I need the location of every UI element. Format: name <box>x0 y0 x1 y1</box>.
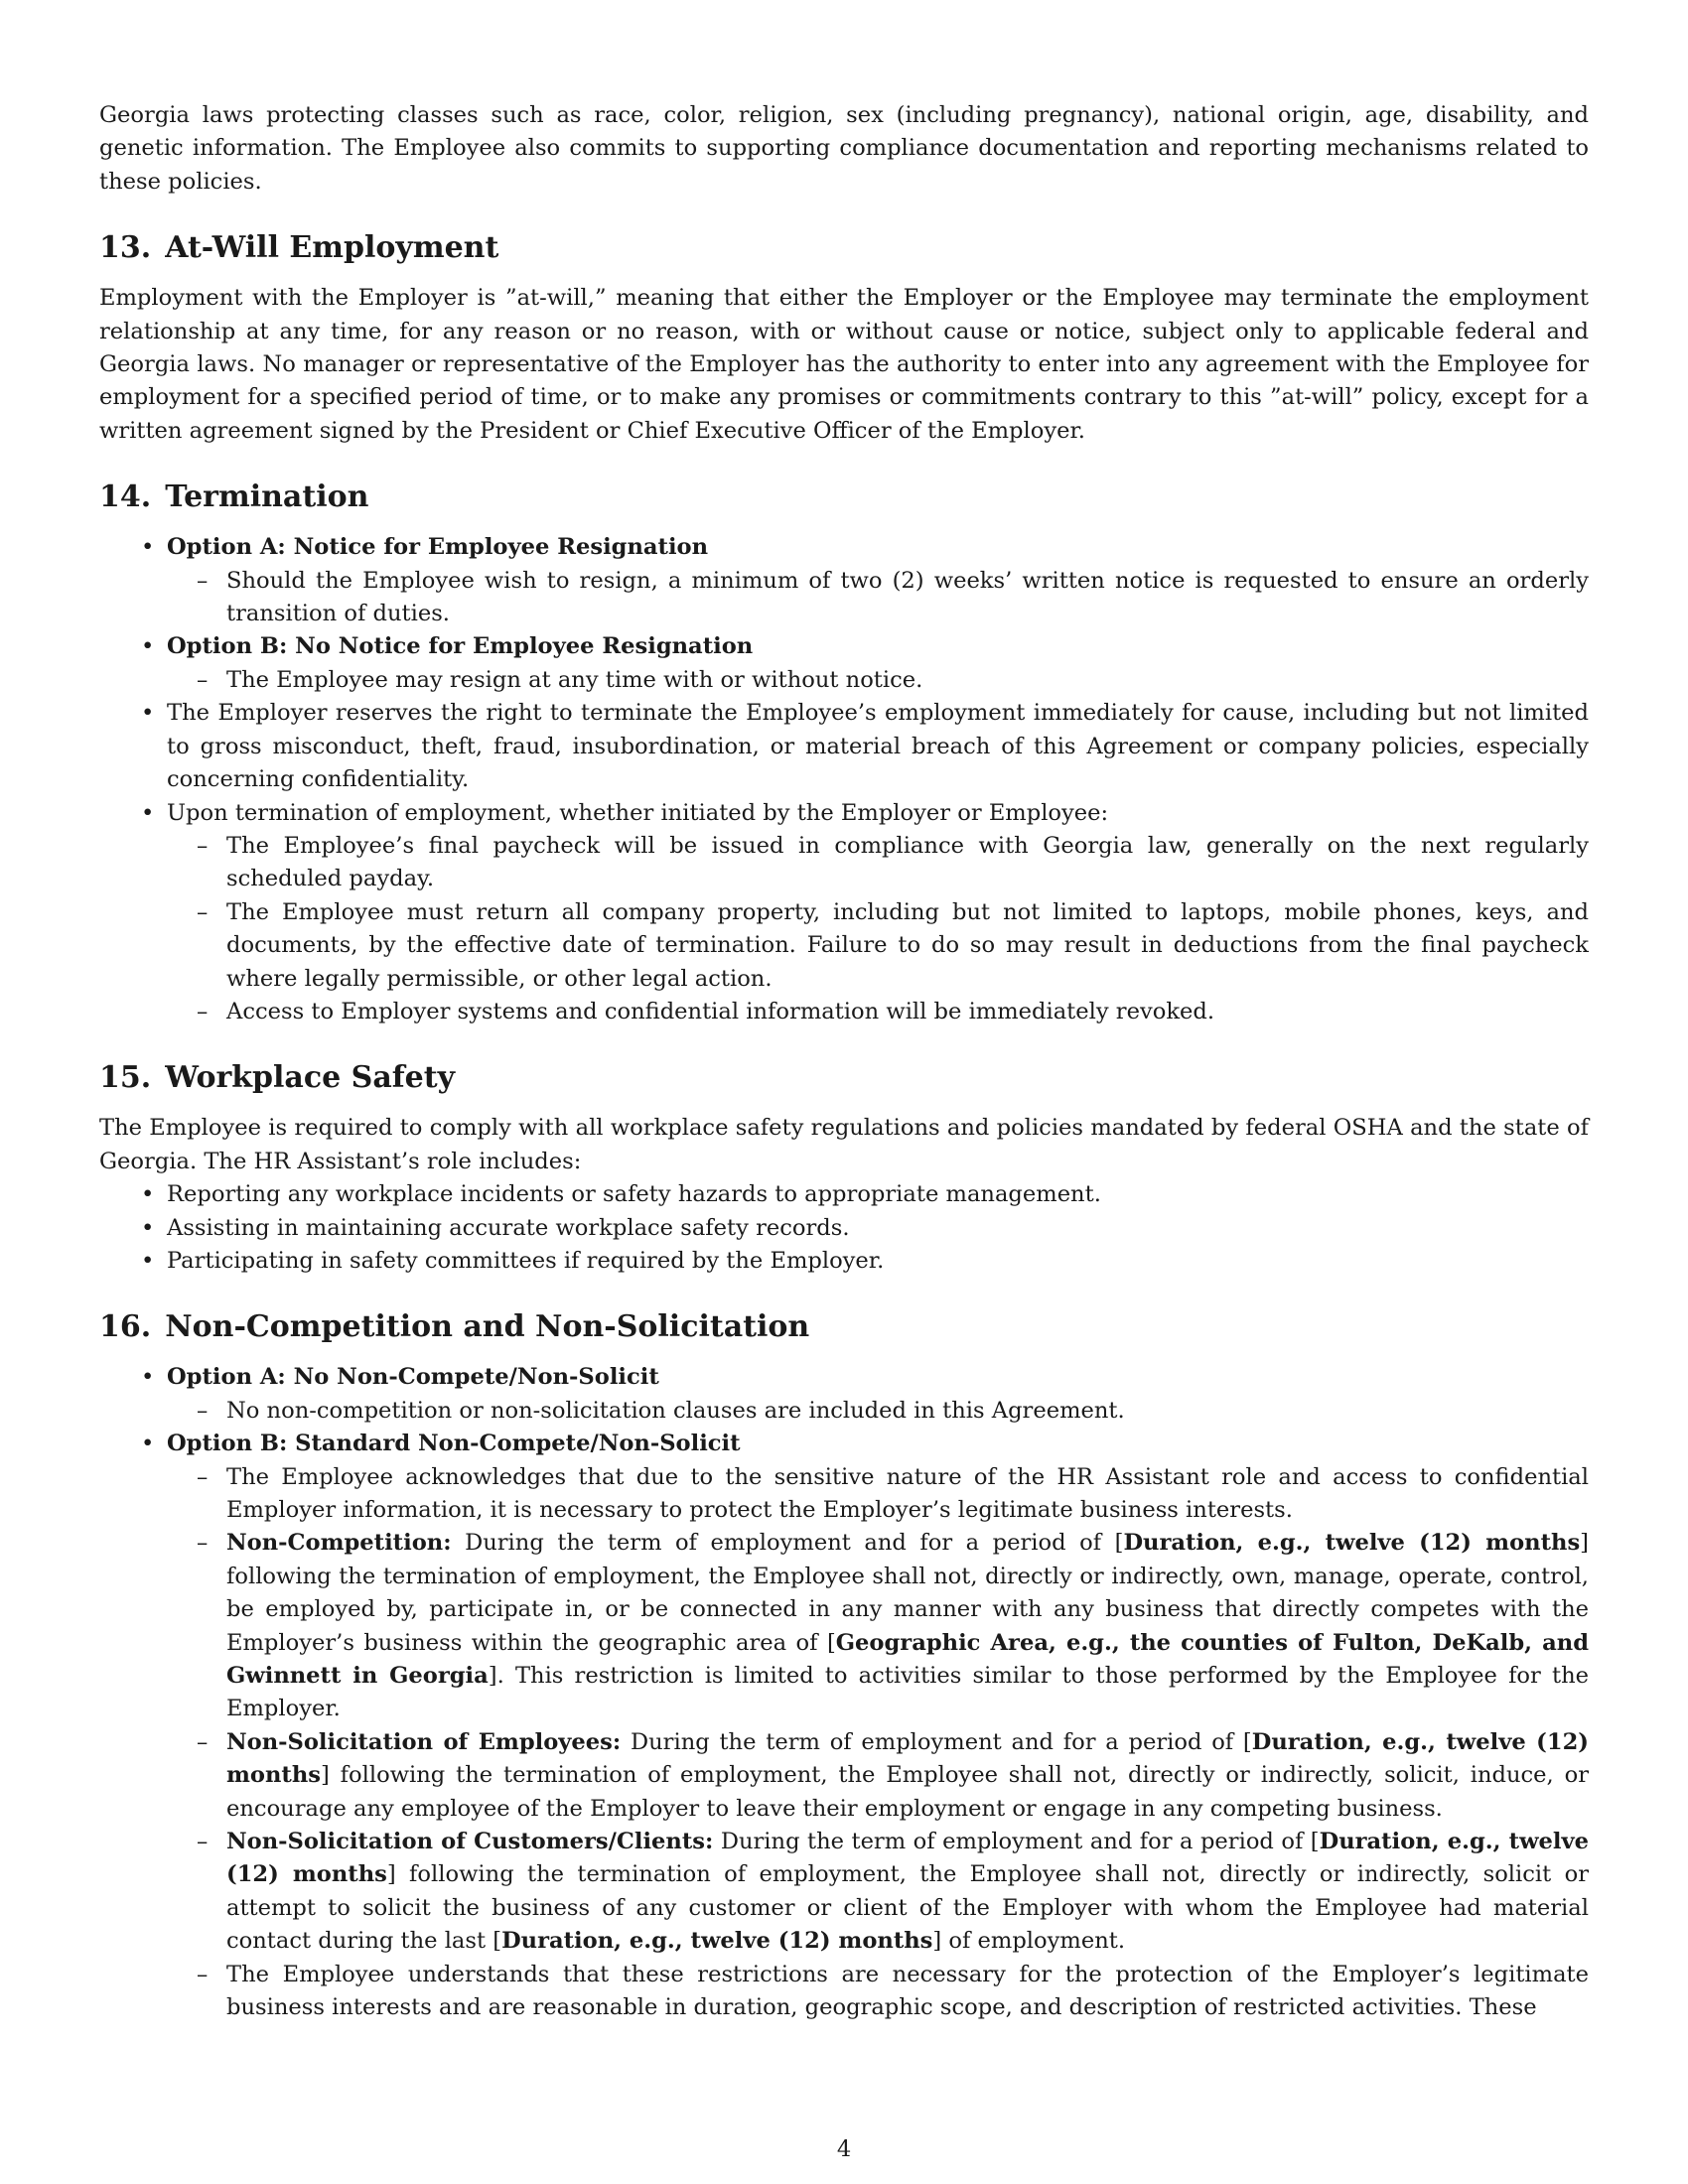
section-13-heading <box>99 228 1589 268</box>
text-run: During the term of employment and for a period of [ <box>451 1530 1124 1557</box>
section-14-heading <box>99 478 1589 517</box>
text-run: ] following the termination of employment, the Employee shall not, directly or indirectly, solicit or attempt to solicit the business of any customer or client of the Employer with whom the Employee had material contact during the last [ <box>226 1861 1589 1955</box>
sub-list <box>167 1461 1589 2025</box>
sub-list <box>167 1395 1589 1428</box>
section-14-title: Termination <box>165 479 369 515</box>
placeholder-geographic-area: Geographic Area, e.g., the counties of Fulton, DeKalb, and Gwinnett in Georgia <box>226 1629 1589 1690</box>
placeholder-duration: Duration, e.g., twelve (12) months <box>501 1928 933 1955</box>
option-a-label: Option A: No Non-Compete/Non-Solicit <box>167 1364 659 1391</box>
sub-list <box>167 565 1589 631</box>
sub-list <box>167 664 1589 697</box>
intro-paragraph: Georgia laws protecting classes such as race, color, religion, sex (including pregnancy), national origin, age, disability, and genetic information. The Employee also commits to supporting compliance documentation and reporting mechanisms related to these policies. <box>99 102 1589 195</box>
section-13-paragraph: Employment with the Employer is ”at-will,” meaning that either the Employer or the Employee may terminate the employment relationship at any time, for any reason or no reason, with or without cause or notice, subject only to applicable federal and Georgia laws. No manager or representative of the Employer has the authority to enter into any agreement with the Employee for employment for a specified period of time, or to make any promises or commitments contrary to this ”at-will” policy, except for a written agreement signed by the President or Chief Executive Officer of the Employer. <box>99 285 1589 444</box>
text-run: ] following the termination of employment, the Employee shall not, directly or indirectly, own, manage, operate, control, be employed by, participate in, or be connected in any manner with any business that directly competes with the Employer’s business within the geographic area of [ <box>226 1530 1589 1656</box>
non-compete-list <box>99 1361 1589 2024</box>
section-16-heading <box>99 1307 1589 1347</box>
upon-termination-text: Upon termination of employment, whether initiated by the Employer or Employee: <box>167 799 1109 826</box>
document-page <box>99 99 1589 2124</box>
section-16-title: Non-Competition and Non-Solicitation <box>165 1309 810 1345</box>
text-run: ] of employment. <box>932 1928 1126 1955</box>
option-a-label: Option A: Notice for Employee Resignation <box>167 534 709 561</box>
list-item: • Participating in safety committees if required by the Employer. <box>167 1245 1589 1278</box>
page-number: 4 <box>836 2136 852 2162</box>
list-item <box>167 630 1589 697</box>
section-13-number: 13. <box>99 230 152 266</box>
termination-list <box>99 531 1589 1028</box>
text-run: During the term of employment and for a period of [ <box>621 1728 1252 1755</box>
section-13-title: At-Will Employment <box>165 230 499 266</box>
text-run: During the term of employment and for a period of [ <box>713 1829 1320 1855</box>
section-14-number: 14. <box>99 479 152 515</box>
list-item <box>167 797 1589 1029</box>
placeholder-duration: Duration, e.g., twelve (12) months <box>226 1728 1589 1789</box>
option-b-label: Option B: Standard Non-Compete/Non-Solicit <box>167 1431 741 1457</box>
list-item: – Access to Employer systems and confidential information will be immediately revoked. <box>226 996 1589 1028</box>
placeholder-duration: Duration, e.g., twelve (12) months <box>226 1829 1589 1888</box>
list-item: • Reporting any workplace incidents or safety hazards to appropriate management. <box>167 1178 1589 1211</box>
non-competition-item <box>226 1527 1589 1725</box>
list-item: – The Employee understands that these restrictions are necessary for the protection of the Employer’s legitimate business interests and are reasonable in duration, geographic scope, and description of restricted activities. These <box>226 1959 1589 2025</box>
list-item <box>167 1361 1589 1428</box>
section-15-heading <box>99 1058 1589 1098</box>
list-item: – No non-competition or non-solicitation clauses are included in this Agreement. <box>226 1395 1589 1428</box>
section-15-title: Workplace Safety <box>165 1060 456 1096</box>
option-b-label: Option B: No Notice for Employee Resignation <box>167 633 754 660</box>
list-item: – The Employee’s final paycheck will be issued in compliance with Georgia law, generally on the next regularly scheduled payday. <box>226 830 1589 896</box>
list-item: • The Employer reserves the right to terminate the Employee’s employment immediately for cause, including but not limited to gross misconduct, theft, fraud, insubordination, or material breach of this Agreement or company policies, especially concerning confidentiality. <box>167 697 1589 796</box>
placeholder-duration: Duration, e.g., twelve (12) months <box>1123 1530 1581 1557</box>
non-solicitation-employees-item <box>226 1726 1589 1826</box>
list-item: – The Employee may resign at any time with or without notice. <box>226 664 1589 697</box>
non-solicitation-employees-label: Non-Solicitation of Employees: <box>226 1728 622 1755</box>
sub-list <box>167 830 1589 1028</box>
list-item <box>167 531 1589 630</box>
list-item: • Assisting in maintaining accurate workplace safety records. <box>167 1212 1589 1245</box>
non-solicitation-clients-label: Non-Solicitation of Customers/Clients: <box>226 1829 714 1855</box>
list-item: – Should the Employee wish to resign, a minimum of two (2) weeks’ written notice is requested to ensure an orderly transition of duties. <box>226 565 1589 631</box>
section-15-paragraph: The Employee is required to comply with all workplace safety regulations and policies mandated by federal OSHA and the state of Georgia. The HR Assistant’s role includes: <box>99 1115 1589 1174</box>
section-16-number: 16. <box>99 1309 152 1345</box>
non-solicitation-clients-item <box>226 1826 1589 1959</box>
list-item: – The Employee acknowledges that due to the sensitive nature of the HR Assistant role and access to confidential Employer information, it is necessary to protect the Employer’s legitimate business interests. <box>226 1461 1589 1528</box>
text-run: ]. This restriction is limited to activities similar to those performed by the Employee for the Employer. <box>226 1663 1589 1722</box>
list-item <box>167 1428 1589 2024</box>
non-competition-label: Non-Competition: <box>226 1530 452 1557</box>
text-run: ] following the termination of employment, the Employee shall not, directly or indirectly, solicit, induce, or encourage any employee of the Employer to leave their employment or engage in any competing business. <box>226 1762 1589 1822</box>
list-item: – The Employee must return all company property, including but not limited to laptops, mobile phones, keys, and documents, by the effective date of termination. Failure to do so may result in deductions from the final paycheck where legally permissible, or other legal action. <box>226 896 1589 996</box>
safety-list <box>99 1178 1589 1278</box>
section-15-number: 15. <box>99 1060 152 1096</box>
